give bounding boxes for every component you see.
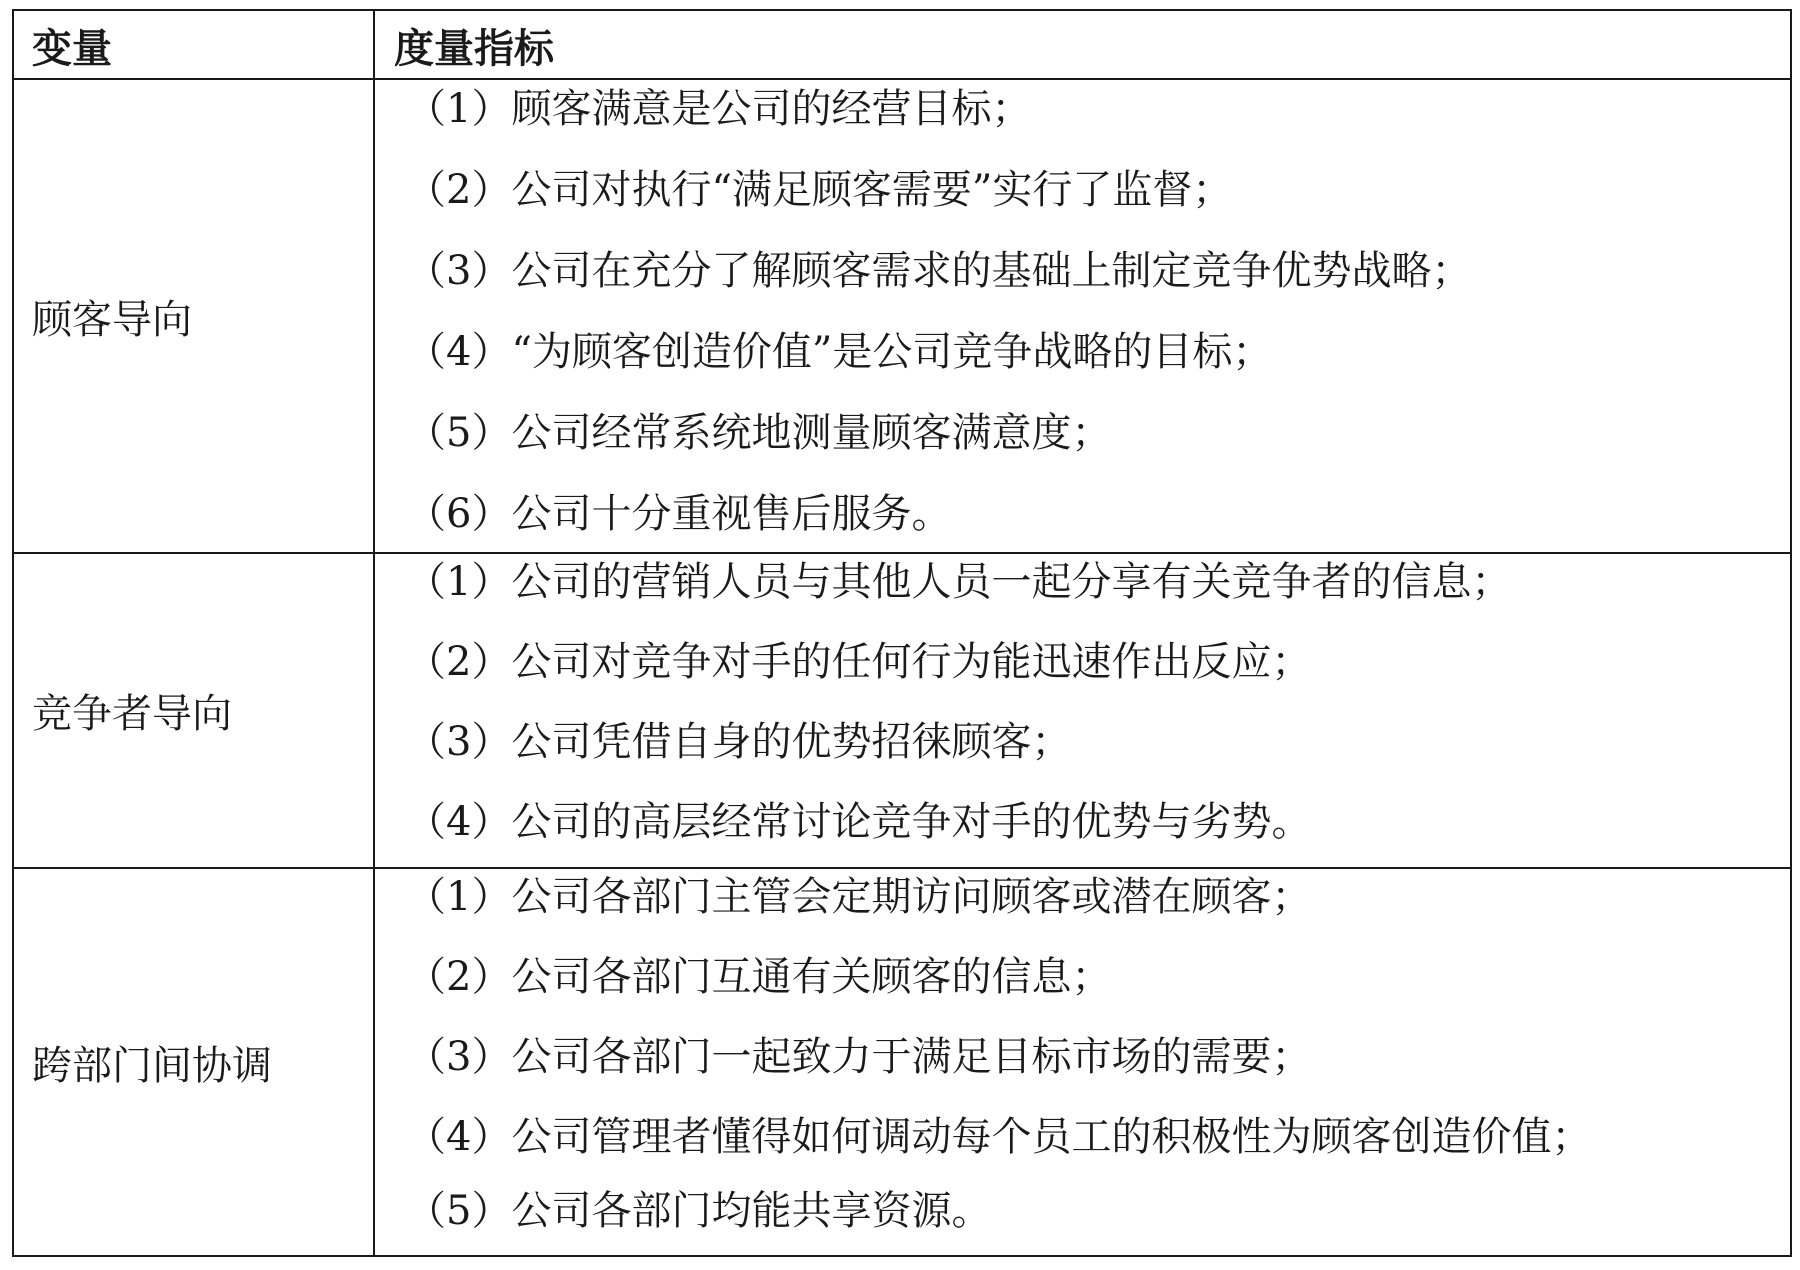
row-variable: 跨部门间协调 [32,1042,272,1089]
row-indicators [406,554,1780,867]
indicator-item: （2）公司对执行“满足顾客需要”实行了监督； [406,167,1233,213]
indicator-item: （5）公司各部门均能共享资源。 [406,1188,992,1234]
indicator-item: （3）公司各部门一起致力于满足目标市场的需要； [406,1034,1312,1080]
indicator-item: （2）公司各部门互通有关顾客的信息； [406,954,1112,1000]
indicator-item: （3）公司在充分了解顾客需求的基础上制定竞争优势战略； [406,248,1472,294]
column-header-indicators: 度量指标 [394,24,554,72]
indicator-item: （1）公司各部门主管会定期访问顾客或潜在顾客； [406,874,1312,920]
indicator-item: （2）公司对竞争对手的任何行为能迅速作出反应； [406,639,1312,685]
indicator-item: （4）公司管理者懂得如何调动每个员工的积极性为顾客创造价值； [406,1114,1592,1160]
indicator-item: （1）公司的营销人员与其他人员一起分享有关竞争者的信息； [406,559,1512,605]
row-indicators [406,869,1780,1255]
row-variable: 顾客导向 [32,296,192,343]
column-divider [373,11,375,1255]
indicator-item: （6）公司十分重视售后服务。 [406,491,952,537]
column-header-variable: 变量 [32,24,112,72]
indicator-table [12,9,1792,1257]
row-variable: 竞争者导向 [32,691,232,737]
indicator-item: （4）“为顾客创造价值”是公司竞争战略的目标； [406,329,1273,375]
indicator-item: （1）顾客满意是公司的经营目标； [406,86,1032,132]
row-indicators [406,80,1780,552]
indicator-item: （4）公司的高层经常讨论竞争对手的优势与劣势。 [406,799,1312,845]
indicator-item: （5）公司经常系统地测量顾客满意度； [406,410,1112,456]
indicator-item: （3）公司凭借自身的优势招徕顾客； [406,719,1072,765]
